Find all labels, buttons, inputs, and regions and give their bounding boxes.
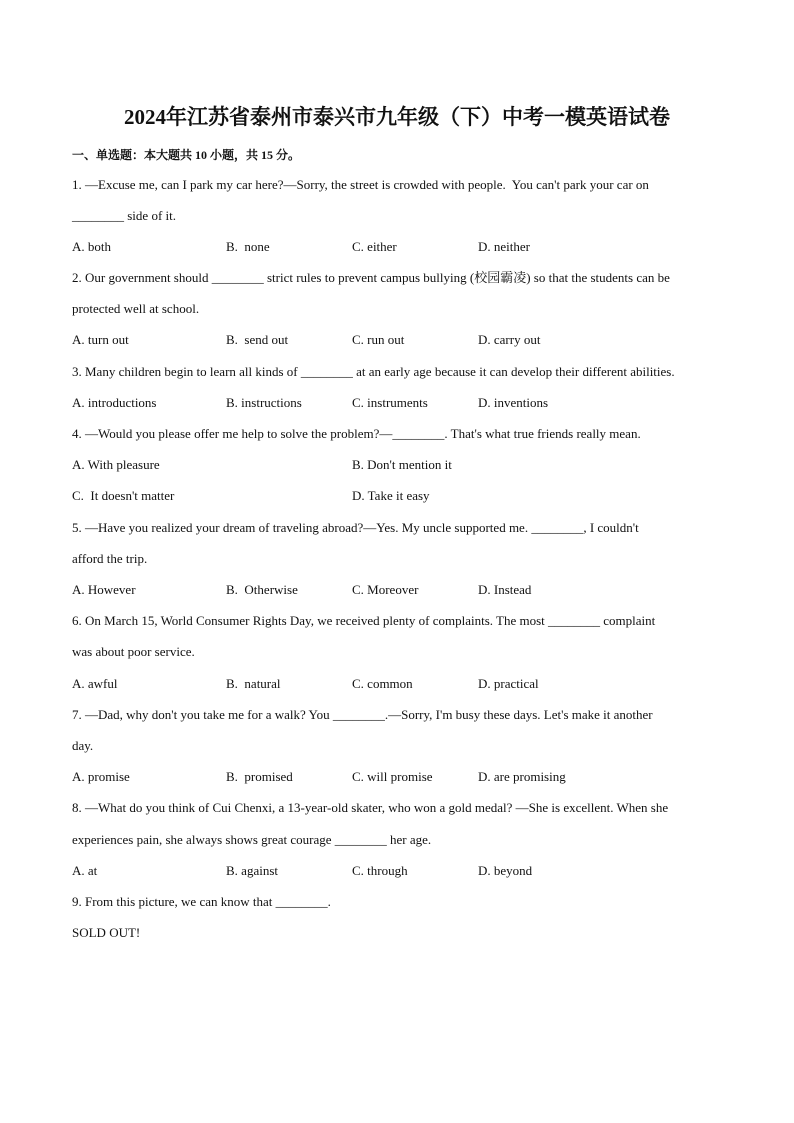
question-1-option-c: C. either [352, 239, 397, 254]
question-3-stem-line-1: 3. Many children begin to learn all kinds of ________ at an early age because it can develop their different abilities. [72, 364, 675, 379]
page-title: 2024年江苏省泰州市泰兴市九年级（下）中考一模英语试卷 [124, 105, 670, 129]
question-7-option-b: B. promised [226, 769, 293, 784]
question-1-option-a: A. both [72, 239, 111, 254]
question-1-option-d: D. neither [478, 239, 530, 254]
question-5-option-d: D. Instead [478, 582, 532, 597]
question-7-option-c: C. will promise [352, 769, 433, 784]
question-5-stem-line-1: 5. —Have you realized your dream of traveling abroad?—Yes. My uncle supported me. ________, I couldn't [72, 520, 639, 535]
question-7-option-a: A. promise [72, 769, 130, 784]
question-7-option-d: D. are promising [478, 769, 566, 784]
question-5-option-b: B. Otherwise [226, 582, 298, 597]
question-9-stem-line-1: 9. From this picture, we can know that ________. [72, 894, 331, 909]
question-9-picture-text: SOLD OUT! [72, 925, 141, 940]
question-6-option-d: D. practical [478, 676, 539, 691]
question-2-stem-line-1: 2. Our government should ________ strict rules to prevent campus bullying (校园霸凌) so that the students can be [72, 270, 670, 285]
question-2-option-b: B. send out [226, 332, 289, 347]
question-1-stem-line-1: 1. —Excuse me, can I park my car here?—Sorry, the street is crowded with people. You can't park your car on [72, 177, 649, 192]
question-3-option-b: B. instructions [226, 395, 302, 410]
question-1-stem-line-2: ________ side of it. [72, 208, 176, 223]
question-4-option-b: B. Don't mention it [352, 457, 452, 472]
question-8-option-b: B. against [226, 863, 278, 878]
question-5-option-a: A. However [72, 582, 136, 597]
question-2-option-c: C. run out [352, 332, 405, 347]
question-2-option-d: D. carry out [478, 332, 541, 347]
question-4-option-c: C. It doesn't matter [72, 488, 175, 503]
question-3-option-c: C. instruments [352, 395, 428, 410]
question-6-option-c: C. common [352, 676, 413, 691]
question-4-option-a: A. With pleasure [72, 457, 160, 472]
question-4-option-d: D. Take it easy [352, 488, 430, 503]
question-1-option-b: B. none [226, 239, 270, 254]
question-8-stem-line-2: experiences pain, she always shows great courage ________ her age. [72, 832, 432, 847]
question-8-option-c: C. through [352, 863, 408, 878]
question-8-option-a: A. at [72, 863, 98, 878]
question-5-stem-line-2: afford the trip. [72, 551, 148, 566]
question-6-stem-line-1: 6. On March 15, World Consumer Rights Day, we received plenty of complaints. The most ________ complaint [72, 613, 656, 628]
section-heading: 一、单选题：本大题共 10 小题，共 15 分。 [72, 148, 301, 162]
question-7-stem-line-2: day. [72, 738, 94, 753]
question-2-option-a: A. turn out [72, 332, 129, 347]
question-2-stem-line-2: protected well at school. [72, 301, 200, 316]
question-3-option-a: A. introductions [72, 395, 157, 410]
question-4-stem-line-1: 4. —Would you please offer me help to solve the problem?—________. That's what true friends really mean. [72, 426, 641, 441]
question-7-stem-line-1: 7. —Dad, why don't you take me for a walk? You ________.—Sorry, I'm busy these days. Let's make it another [72, 707, 653, 722]
question-6-option-b: B. natural [226, 676, 281, 691]
question-5-option-c: C. Moreover [352, 582, 419, 597]
question-8-option-d: D. beyond [478, 863, 533, 878]
question-6-option-a: A. awful [72, 676, 118, 691]
question-8-stem-line-1: 8. —What do you think of Cui Chenxi, a 13-year-old skater, who won a gold medal? —She is excellent. When she [72, 800, 669, 815]
question-6-stem-line-2: was about poor service. [72, 644, 195, 659]
question-3-option-d: D. inventions [478, 395, 549, 410]
